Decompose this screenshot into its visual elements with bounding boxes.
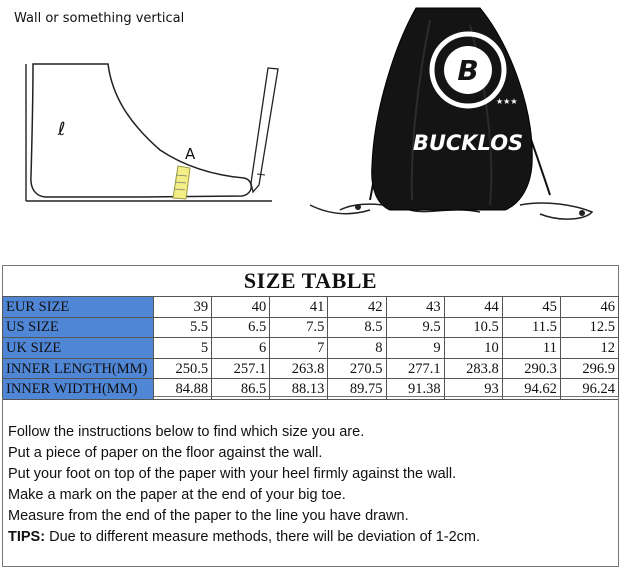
table-cell: 7.5 <box>270 317 328 338</box>
table-cell: 7 <box>270 338 328 359</box>
table-cell: 88.13 <box>270 379 328 400</box>
table-cell: 5 <box>154 338 212 359</box>
table-cell: 84.88 <box>154 379 212 400</box>
table-cell: 290.3 <box>502 358 560 379</box>
brand-logo-letter: B <box>457 54 479 87</box>
tips-line <box>8 528 480 546</box>
table-cell: 263.8 <box>270 358 328 379</box>
pencil <box>251 68 278 192</box>
table-cell: 43 <box>386 297 444 318</box>
table-cell: 12.5 <box>560 317 618 338</box>
row-label: UK SIZE <box>3 338 154 359</box>
table-cell: 41 <box>270 297 328 318</box>
table-cell: 93 <box>444 379 502 400</box>
table-cell: 6.5 <box>212 317 270 338</box>
instruction-line: Put a piece of paper on the floor against the wall. <box>8 445 323 461</box>
table-cell: 42 <box>328 297 386 318</box>
row-label: INNER LENGTH(MM) <box>3 358 154 379</box>
instruction-line: Follow the instructions below to find which size you are. <box>8 424 365 440</box>
table-cell: 46 <box>560 297 618 318</box>
table-cell: 44 <box>444 297 502 318</box>
table-cell: 283.8 <box>444 358 502 379</box>
svg-text:★★★: ★★★ <box>496 97 518 106</box>
table-cell: 86.5 <box>212 379 270 400</box>
table-row <box>3 317 619 338</box>
toe-label: A <box>185 145 196 163</box>
drawstring-bag-image <box>300 0 622 255</box>
row-label: INNER WIDTH(MM) <box>3 379 154 400</box>
diagram-caption: Wall or something vertical <box>14 11 185 26</box>
instructions-panel <box>2 397 619 567</box>
instruction-line: Make a mark on the paper at the end of your big toe. <box>8 487 346 503</box>
instruction-line: Put your foot on top of the paper with your heel firmly against the wall. <box>8 466 457 482</box>
table-cell: 8 <box>328 338 386 359</box>
tips-label: TIPS: <box>8 529 46 545</box>
table-cell: 8.5 <box>328 317 386 338</box>
table-cell: 12 <box>560 338 618 359</box>
table-row <box>3 338 619 359</box>
table-cell: 6 <box>212 338 270 359</box>
foot-measure-diagram <box>0 0 300 255</box>
table-cell: 270.5 <box>328 358 386 379</box>
table-cell: 11 <box>502 338 560 359</box>
table-cell: 257.1 <box>212 358 270 379</box>
heel-label: ℓ <box>58 119 66 140</box>
table-cell: 9.5 <box>386 317 444 338</box>
table-row <box>3 297 619 318</box>
table-cell: 11.5 <box>502 317 560 338</box>
bag-illustration <box>300 0 622 255</box>
table-row <box>3 358 619 379</box>
table-cell: 250.5 <box>154 358 212 379</box>
instruction-line: Measure from the end of the paper to the line you have drawn. <box>8 508 409 524</box>
table-cell: 91.38 <box>386 379 444 400</box>
foot-illustration <box>0 0 300 255</box>
size-table-title: SIZE TABLE <box>243 268 378 293</box>
table-cell: 296.9 <box>560 358 618 379</box>
row-label: EUR SIZE <box>3 297 154 318</box>
row-label: US SIZE <box>3 317 154 338</box>
size-table <box>2 296 619 400</box>
table-cell: 39 <box>154 297 212 318</box>
table-cell: 9 <box>386 338 444 359</box>
table-cell: 5.5 <box>154 317 212 338</box>
brand-name: BUCKLOS <box>412 131 524 155</box>
table-cell: 94.62 <box>502 379 560 400</box>
table-cell: 10 <box>444 338 502 359</box>
table-cell: 40 <box>212 297 270 318</box>
table-cell: 10.5 <box>444 317 502 338</box>
table-cell: 45 <box>502 297 560 318</box>
table-cell: 89.75 <box>328 379 386 400</box>
table-cell: 96.24 <box>560 379 618 400</box>
table-cell: 277.1 <box>386 358 444 379</box>
tips-text: Due to different measure methods, there will be deviation of 1-2cm. <box>45 529 481 545</box>
